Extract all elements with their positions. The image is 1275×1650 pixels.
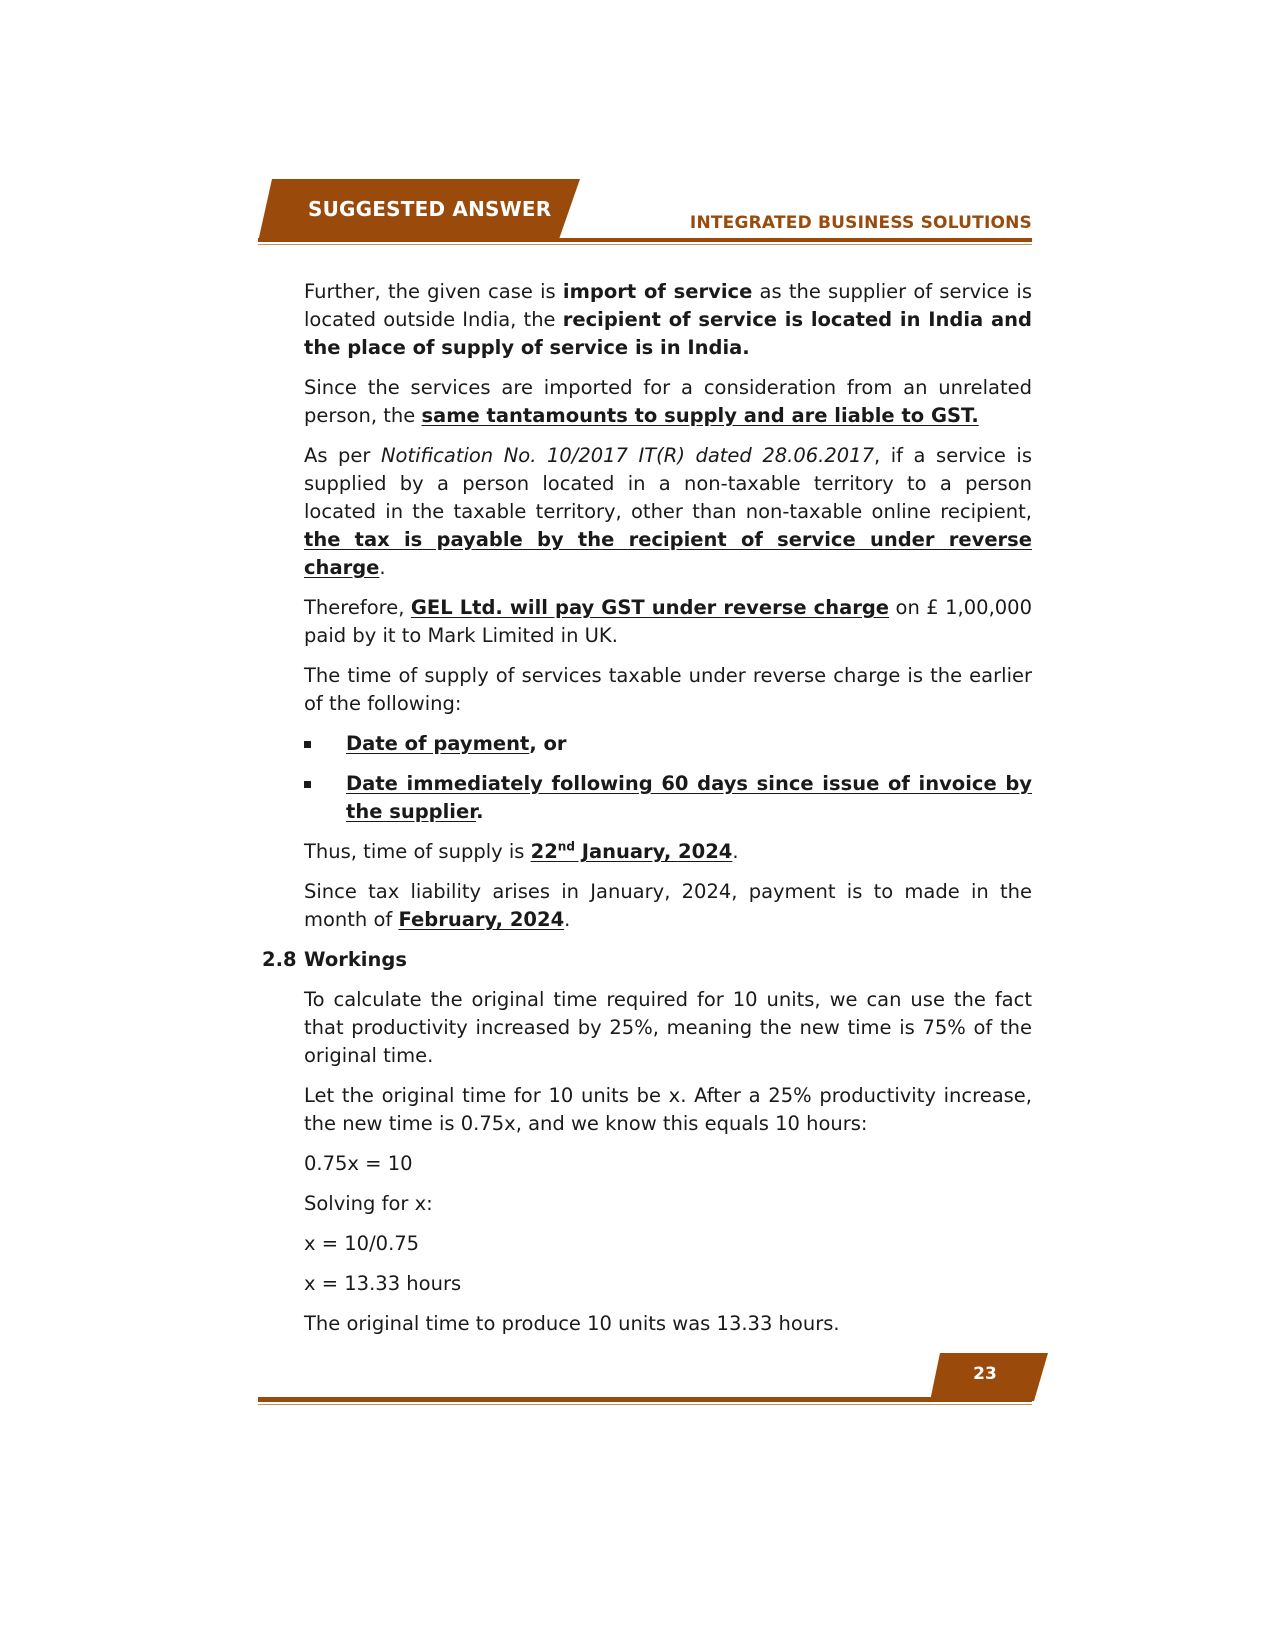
paragraph-notification [304,442,1032,582]
header-rule-thin [258,244,1032,245]
text: on £ 1,00,000 paid by it to Mark Limited in UK. [304,596,1032,647]
bold-text: . [476,800,484,823]
bold-text: , or [529,732,567,755]
text: Since tax liability arises in January, 2024, payment is to made in the month of [304,880,1032,931]
text: . [379,556,386,579]
square-bullet-icon [304,781,311,788]
text: . [564,908,571,931]
equation: x = 13.33 hours [304,1272,462,1295]
paragraph-therefore [304,594,1032,650]
header-title: INTEGRATED BUSINESS SOLUTIONS [689,213,1032,233]
equation: 0.75x = 10 [304,1152,413,1175]
list-item [304,770,1032,826]
page-content [262,278,1032,1350]
text: Further, the given case is [304,280,563,303]
paragraph-supply [304,374,1032,430]
bold-underlined-text: the tax is payable by the recipient of service under reverse charge [304,528,1032,579]
date-highlight [531,840,733,863]
header-rule [258,238,1032,242]
footer-rule [258,1397,1032,1402]
ordinal-suffix: nd [557,839,575,854]
text: as the supplier of service is located outside India, the [304,280,1032,331]
workings-conclusion: The original time to produce 10 units was 13.33 hours. [304,1312,840,1335]
square-bullet-icon [304,741,311,748]
text: , if a service is supplied by a person located in a non-taxable territory to a person located in the taxable territory, other than non-taxable online recipient, [304,444,1032,523]
paragraph-import-of-service [304,278,1032,362]
equation: x = 10/0.75 [304,1232,420,1255]
bold-underlined-text: Date immediately following 60 days since issue of invoice by the supplier [346,772,1032,823]
workings-paragraph: Let the original time for 10 units be x. After a 25% productivity increase, the new time is 0.75x, and we know this equals 10 hours: [304,1084,1032,1135]
footer-rule-thin [258,1404,1032,1405]
section-number: 2.8 [262,948,297,971]
section-title: Workings [304,948,407,971]
text: Therefore, [304,596,411,619]
bullet-list [304,730,1032,826]
bold-underlined-text: February, 2024 [398,908,565,931]
workings-paragraph: Solving for x: [304,1192,433,1215]
date-month-year: January, 2024 [574,840,733,863]
workings-paragraph: To calculate the original time required for 10 units, we can use the fact that productivity increased by 25%, meaning the new time is 75% of the original time. [304,988,1032,1067]
italic-citation: Notification No. 10/2017 IT(R) dated 28.06.2017 [380,444,874,467]
section-heading [262,946,1032,974]
bold-text: import of service [562,280,753,303]
text: Thus, time of supply is [304,840,531,863]
bold-underlined-text: same tantamounts to supply and are liable to GST. [421,404,979,427]
list-item [304,730,1032,758]
date-day: 22 [530,840,558,863]
bold-text: recipient of service is located in India and the place of supply of service is in India. [304,308,1032,359]
text: Since the services are imported for a consideration from an unrelated person, the [304,376,1032,427]
header-tab-label: SUGGESTED ANSWER [308,197,552,221]
text: . [732,840,739,863]
bold-underlined-text: Date of payment [346,732,530,755]
bold-underlined-text: GEL Ltd. will pay GST under reverse charge [410,596,890,619]
paragraph-thus [304,838,1032,866]
text: The time of supply of services taxable under reverse charge is the earlier of the following: [304,664,1032,715]
paragraph-payment-month [304,878,1032,934]
page-number: 23 [973,1364,997,1384]
text: As per [304,444,381,467]
paragraph-time-of-supply [304,662,1032,718]
